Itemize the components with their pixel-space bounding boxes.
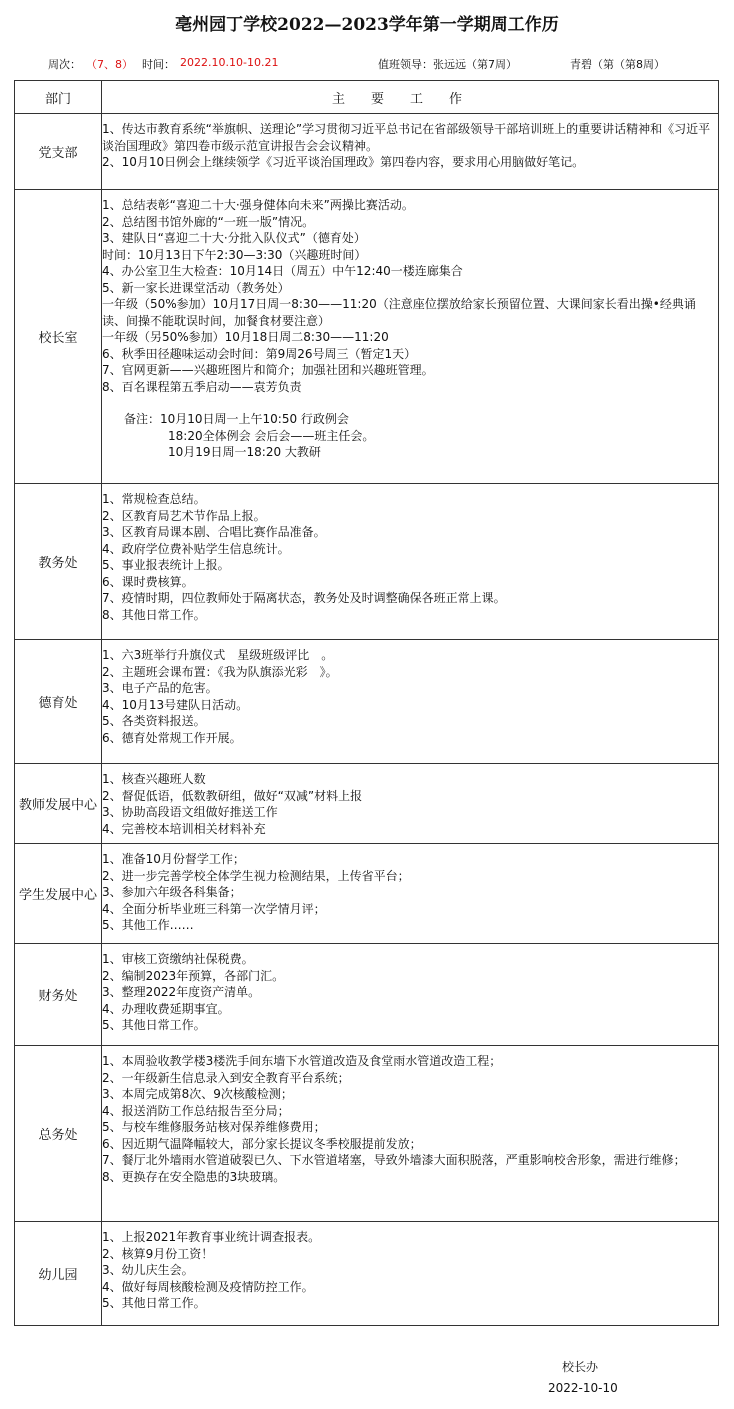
work-item: 1、总结表彰“喜迎二十大·强身健体向未来”两操比赛活动。	[102, 198, 414, 212]
table-row	[15, 1046, 719, 1222]
work-item: 7、官网更新——兴趣班图片和简介；加强社团和兴趣班管理。	[102, 363, 434, 377]
work-item: 7、餐厅北外墙雨水管道破裂已久、下水管道堵塞，导致外墙漆大面积脱落，严重影响校舍形象，需进行维修；	[102, 1153, 686, 1167]
duty-leader-week7: 值班领导：张远远（第7周）	[378, 58, 517, 71]
header-work: 主要工作	[102, 81, 719, 114]
note-line: 18:20全体例会 会后会——班主任会。	[168, 428, 375, 443]
work-item: 5、其他日常工作。	[102, 1018, 206, 1032]
work-item: 3、幼儿庆生会。	[102, 1263, 194, 1277]
work-item: 8、更换存在安全隐患的3块玻璃。	[102, 1169, 286, 1184]
dept-cell: 党支部	[15, 114, 102, 190]
table-row	[15, 114, 719, 190]
work-cell	[102, 484, 719, 640]
work-item: 4、政府学位费补贴学生信息统计。	[102, 541, 290, 556]
work-item: 3、区教育局课本剧、合唱比赛作品准备。	[102, 525, 326, 539]
work-item: 3、参加六年级各科集备；	[102, 885, 242, 899]
work-cell	[102, 190, 719, 484]
work-item: 3、建队日“喜迎二十大·分批入队仪式”（德育处）	[102, 231, 366, 245]
work-item: 1、常规检查总结。	[102, 492, 206, 506]
dept-cell: 教务处	[15, 484, 102, 640]
work-item: 2、一年级新生信息录入到安全教育平台系统；	[102, 1070, 350, 1085]
work-item: 5、与校车维修服务站核对保养维修费用；	[102, 1120, 326, 1134]
note-line: 10月19日周一18:20 大教研	[168, 445, 321, 459]
work-item: 1、准备10月份督学工作；	[102, 852, 245, 866]
work-item: 6、秋季田径趣味运动会时间：第9周26号周三（暂定1天）	[102, 346, 417, 361]
work-item: 6、因近期气温降幅较大，部分家长提议冬季校服提前发放；	[102, 1136, 422, 1151]
work-item: 4、10月13号建队日活动。	[102, 697, 249, 712]
dept-cell: 学生发展中心	[15, 844, 102, 944]
table-row	[15, 944, 719, 1046]
work-item: 5、其他日常工作。	[102, 1296, 206, 1310]
work-item: 一年级（50%参加）10月17日周一8:30——11:20（注意座位摆放给家长预留位置、大课间家长看出操•经典诵读、间操不能耽误时间，加餐食材要注意）	[102, 297, 696, 328]
week-label: 周次：	[48, 58, 81, 71]
work-item: 2、核算9月份工资！	[102, 1246, 214, 1261]
work-item: 时间：10月13日下午2:30—3:30（兴趣班时间）	[102, 247, 367, 262]
footer-date: 2022-10-10	[548, 1381, 618, 1395]
meta-bar	[0, 56, 734, 72]
work-item: 1、六3班举行升旗仪式 星级班级评比 。	[102, 648, 334, 662]
work-item: 5、各类资料报送。	[102, 714, 206, 728]
work-item: 1、传达市教育系统“举旗帜、送理论”学习贯彻习近平总书记在省部级领导干部培训班上的重要讲话精神和《习近平谈治国理政》第四卷市级示范宣讲报告会会议精神。	[102, 122, 711, 153]
dept-cell: 幼儿园	[15, 1222, 102, 1326]
work-item: 4、办理收费延期事宜。	[102, 1001, 230, 1016]
spacer	[102, 395, 718, 411]
work-item: 2、10月10日例会上继续领学《习近平谈治国理政》第四卷内容，要求用心用脑做好笔记。	[102, 155, 585, 169]
time-value: 2022.10.10-10.21	[180, 56, 279, 69]
dept-cell: 校长室	[15, 190, 102, 484]
work-item: 2、区教育局艺术节作品上报。	[102, 508, 266, 523]
work-item: 2、编制2023年预算，各部门汇。	[102, 968, 285, 983]
dept-cell: 总务处	[15, 1046, 102, 1222]
work-item: 5、其他工作……	[102, 918, 194, 932]
table-row	[15, 844, 719, 944]
work-item: 2、督促低语，低数教研组，做好“双减”材料上报	[102, 788, 363, 803]
table-row	[15, 640, 719, 764]
work-item: 3、协助高段语文组做好推送工作	[102, 805, 278, 819]
work-item: 3、本周完成第8次、9次核酸检测；	[102, 1087, 293, 1101]
table-row	[15, 484, 719, 640]
work-item: 2、主题班会课布置：《我为队旗添光彩 》。	[102, 664, 338, 679]
week-value: （7、8）	[86, 58, 133, 71]
work-item: 8、其他日常工作。	[102, 607, 206, 622]
table-row	[15, 190, 719, 484]
work-item: 5、新一家长进课堂活动（教务处）	[102, 280, 290, 295]
work-cell	[102, 640, 719, 764]
work-item: 4、办公室卫生大检查：10月14日（周五）中午12:40一楼连廊集合	[102, 264, 463, 278]
table-body	[15, 114, 719, 1326]
dept-cell: 教师发展中心	[15, 764, 102, 844]
note-line: 备注：10月10日周一上午10:50 行政例会	[124, 412, 349, 426]
page-title: 亳州园丁学校2022—2023学年第一学期周工作历	[175, 15, 559, 35]
work-cell	[102, 844, 719, 944]
work-cell	[102, 944, 719, 1046]
work-item: 2、进一步完善学校全体学生视力检测结果，上传省平台；	[102, 868, 410, 883]
work-item: 2、总结图书馆外廊的“一班一版”情况。	[102, 214, 315, 229]
work-item: 4、报送消防工作总结报告至分局；	[102, 1103, 290, 1118]
dept-cell: 德育处	[15, 640, 102, 764]
work-cell	[102, 764, 719, 844]
work-item: 1、本周验收教学楼3楼洗手间东墙下水管道改造及食堂雨水管道改造工程；	[102, 1054, 502, 1068]
work-item: 4、全面分析毕业班三科第一次学情月评；	[102, 901, 326, 916]
work-item: 6、德育处常规工作开展。	[102, 730, 242, 745]
work-cell	[102, 114, 719, 190]
work-cell	[102, 1046, 719, 1222]
work-item: 3、整理2022年度资产清单。	[102, 985, 261, 999]
work-item: 1、审核工资缴纳社保税费。	[102, 952, 254, 966]
weekly-calendar-table	[14, 80, 719, 1326]
work-item: 1、核查兴趣班人数	[102, 772, 206, 786]
duty-leader-week8: 青碧（第（第8周）	[570, 58, 665, 71]
work-item: 3、电子产品的危害。	[102, 681, 218, 695]
work-item: 4、完善校本培训相关材料补充	[102, 821, 266, 836]
work-item: 一年级（另50%参加）10月18日周二8:30——11:20	[102, 330, 389, 344]
table-row	[15, 764, 719, 844]
table-row	[15, 1222, 719, 1326]
work-item: 6、课时费核算。	[102, 574, 194, 589]
dept-cell: 财务处	[15, 944, 102, 1046]
work-cell	[102, 1222, 719, 1326]
header-row	[15, 81, 719, 114]
work-item: 5、事业报表统计上报。	[102, 558, 230, 572]
time-label: 时间：	[142, 58, 175, 71]
work-item: 4、做好每周核酸检测及疫情防控工作。	[102, 1279, 314, 1294]
header-dept: 部门	[15, 81, 102, 114]
work-item: 1、上报2021年教育事业统计调查报表。	[102, 1230, 321, 1244]
footer-office: 校长办	[562, 1360, 599, 1374]
work-item: 7、疫情时期，四位教师处于隔离状态，教务处及时调整确保各班正常上课。	[102, 591, 506, 605]
work-item: 8、百名课程第五季启动——袁芳负责	[102, 379, 302, 394]
